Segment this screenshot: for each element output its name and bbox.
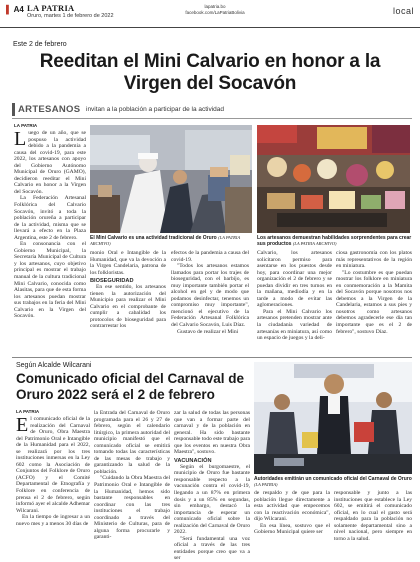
page-number (6, 5, 24, 14)
story2-kicker: Según Alcalde Wilcarani (16, 362, 92, 369)
story1-col5-p2: "Lo costumbre es que puedan mostrar los folklore en miniatura en conmemoración a la Mamita del Socavón porque nosotros nos debemos a la Virgen de la Candelaria, estamos a sus pies y nosotros como artesanos debemos agradecerle ese día tan importante que es el 2 de febrero", sostuvo Díaz. (336, 269, 412, 335)
story1-col2-p2: En ese sentido, los artesanos tienen la autorización del Municipio para realizar el Mini Calvario en el comprobante de cumplir a cabalidad los protocolos de bioseguridad para contrarrestar los (90, 284, 166, 330)
website-link[interactable]: lapatria.bo (204, 4, 226, 9)
subhead-text: invitan a la población a participar de la actividad (86, 106, 225, 113)
story2-headline: Comunicado oficial del Carnaval de Oruro 2022 será el 2 de febrero (16, 371, 245, 402)
story1-col1-p1-text: uego de un año, que se pospuso la actividad debido a la pandemia a causa del covid-19, para este 2022, los artesanos con apoyo del Gobierno Autónomo Municipal de Oruro (GAMO), decidieron reeditar el Mini Calvario en honor a la Virgen del Socavón. (14, 130, 86, 195)
social-links (160, 4, 270, 16)
story2-column-1 (16, 416, 90, 534)
photo3-credit: (LA PATRIA) (254, 482, 278, 487)
subhead-underline (12, 118, 412, 119)
photo2-credit: (LA PATRIA ARCHIVO) (292, 241, 337, 246)
story1-col5-p1: ciosa gastronomía con los platos más representativos de la región en miniatura. (336, 250, 412, 270)
page-marker-icon: ▌ (6, 5, 12, 14)
story2-column-2 (94, 410, 170, 541)
story2-col4-p2: En esa línea, sostuvo que el Gobierno Municipal quiere ser (254, 522, 330, 536)
bioseguridad-subtitle: BIOSEGURIDAD (90, 278, 134, 285)
story2-col4-p1: de respaldo y de que para la población llegue directamente a esta actividad que empecemos con la reactivación económica", dijo Wilcarani. (254, 490, 330, 523)
story2-col1-p1-text: l comunicado oficial de la realización del Carnaval de Oruro, Obra Maestra del Patrimonio Oral e Intangible de la Humanidad para el 2022, se realizará por los tres instituciones inmersas en la Ley 602 como la Asociación de Conjuntos del Folklore de Oruro (ACFO) y el Comité Departamental de Etnografía y Folklore en conferencia de prensa el 2 de febrero, según informó ayer el alcalde Adhemar Wilcarani. (16, 416, 90, 514)
story1-col4-p1: Calvario, los artesanos solicitaron permiso para asentarse en los puestos desde hoy, para coordinar una mejor organización el 2 de febrero y se puedan dividir en tres turnos en la mañana, mediodía y en la tarde a modo de evitar las aglomeraciones. (257, 250, 332, 309)
story1-byline: LA PATRIA (14, 123, 38, 128)
story1-col3-p3: Gustavo de realizar el Mini (177, 328, 239, 335)
section-label: local (392, 6, 414, 16)
story1-kicker: Este 2 de febrero (13, 41, 67, 48)
vacunacion-subtitle: VACUNACIÓN (174, 457, 212, 464)
masthead: LA PATRIA (27, 3, 75, 13)
story2-col5-p1: responsable y junto a las instituciones que establece la Ley 602, se emitirá el comunicado oficial, en lo cual el gasto será respaldado para la población no solamente departamental sino a nivel nacional, pero siempre en torno a la salud. (334, 490, 412, 542)
mini-calvario-photo (90, 125, 252, 233)
story2-column-4 (254, 490, 330, 534)
dropcap: E (16, 414, 29, 436)
page-header (0, 0, 420, 28)
story1-col2-p1: monio Oral e Intangible de la Humanidad, que va la devoción a la Virgen Candelaria, patrona de los folkloristas. (90, 250, 166, 276)
dropcap: L (14, 128, 27, 150)
story-divider (12, 357, 412, 358)
story1-column-5 (336, 250, 412, 345)
subhead-rule (12, 103, 15, 116)
story2-col3-p2: Según el burgomaestre, el municipio de Oruro fue bastante responsable respecto a la vacunación contra el covid-19, llegando a un 87% en primera dosis y a un 85% en segundas, sin embargo, destacó la importancia de esperar un comunicado oficial sobre la realización del Carnaval de Oruro 2022. (174, 463, 250, 536)
mini-calvario-image (90, 125, 252, 233)
masthead-date: Oruro, martes 1 de febrero de 2022 (27, 13, 114, 19)
story2-col2-p1: la Entrada del Carnaval de Oruro programada para el 26 y 27 de febrero, según el calendario litúrgico, la primera autoridad del municipio manifestó que el comunicado oficial se emitirá tomando todas las características de las mesas de trabajo y garantizando la salud de la población. (94, 410, 170, 475)
subhead-label: ARTESANOS (18, 104, 81, 115)
photo3-caption (254, 476, 412, 488)
story1-column-2 (90, 250, 166, 345)
authorities-image (254, 362, 412, 474)
story1-col1-p2: La Federación Artesanal Folklórica del Calvario Socavón, invitó a toda la población orureña a participar de la actividad, misma que se llevará a efecto en la Plaza Argentina, este 2 de febrero. (14, 195, 86, 241)
photo2-caption (257, 235, 412, 247)
story1-col4-p2: Para el Mini Calvario los artesanos pretenden mostrar ante la ciudadanía variedad de artesanías en miniatura, así como un espacio de juegos y la deli- (257, 308, 332, 342)
artisans-image (257, 125, 410, 233)
story1-subhead (12, 103, 412, 117)
photo1-caption-text: El Mini Calvario es una actividad tradicional de Oruro (90, 235, 217, 241)
story1-col3-p1: efectos de la pandemia a causa del covid-19. (171, 250, 249, 263)
story1-column-1 (14, 130, 86, 342)
story1-col3-p2: "Todos los artesanos estamos llamados para portar los trajes de bioseguridad, con el barbijo, es muy importante también portar el alcohol en gel y de modo que podamos desinfectar, tenemos un compromiso muy importante", mencionó el ejecutivo de la Federación Artesanal Folklórica del Calvario Socavón, Luis Díaz. (171, 263, 249, 329)
story2-byline: LA PATRIA (16, 409, 40, 414)
story2-col2-p2: "Cuidando la Obra Maestra del Patrimonio Oral e Intangible de la Humanidad, hemos sido bastante responsables en coordinar con las tres instituciones el trabajo coordinado a través del Ministerio de Culturas, para de alguna forma procurarle y garanti- (94, 475, 170, 541)
story1-col1-p1 (14, 130, 86, 195)
story1-headline: Reeditan el Mini Calvario en honor a la Virgen del Socavón (39, 51, 381, 94)
story2-column-3 (174, 410, 250, 562)
story2-col3-p1: zar la salud de todas las personas que van a formar parte del carnaval y de la población en general. Ha sido bastante responsable todo este trabajo para que los eventos en nuestra Obra Maestra", sostuvo. (174, 410, 250, 456)
story1-column-4 (257, 250, 332, 345)
photo1-caption (90, 235, 252, 247)
story2-col1-p1 (16, 416, 90, 514)
story2-col3-p3: "Será fundamental una voz oficial a través de las tres entidades porque creo que va a ser (174, 535, 250, 562)
artisans-photo (257, 125, 410, 233)
photo1-credit: (LA PATRIA ARCHIVO) (90, 235, 241, 246)
authorities-photo (254, 362, 412, 474)
facebook-link[interactable]: facebook.com/LaPatriaBolivia (185, 10, 245, 15)
story2-column-5 (334, 490, 412, 542)
story2-col1-p2: En la tiempo de ingresar a un nuevo mes y a menos 30 días de (16, 514, 90, 527)
story1-column-3 (171, 250, 249, 345)
photo3-caption-text: Autoridades emitirán un comunicado oficial del Carnaval de Oruro (254, 476, 412, 482)
photo2-caption-text: Los artesanos demuestran habilidades sorprendentes para crear sus productos (257, 235, 412, 247)
page-number-text: A4 (13, 5, 24, 14)
story1-col1-p3: En consonancia con el Gobierno Municipal, la Secretaría Municipal de Cultura y los artesanos, cuyo objetivo principal es mostrar el trabajo manual de la cultura tradicional Mini Calvario, conocida como Alasitas, para que de esta forma los artesanos puedan mostrar sus trabajos en la feria del Mini Calvario en la Virgen del Socavón. (14, 241, 86, 320)
